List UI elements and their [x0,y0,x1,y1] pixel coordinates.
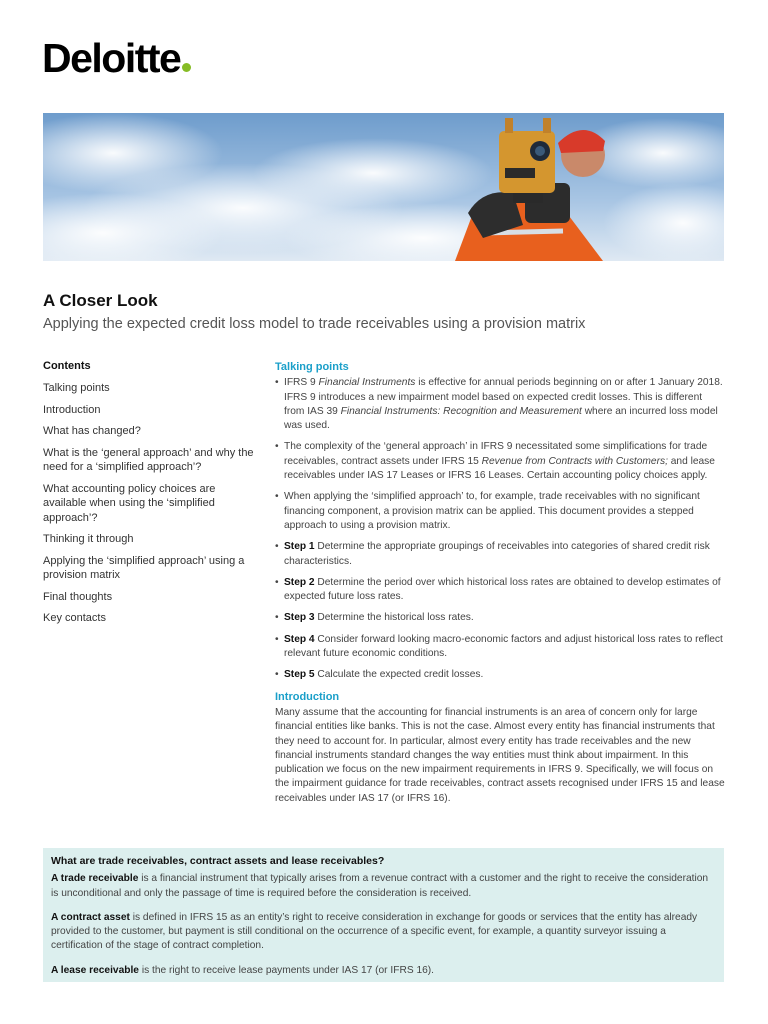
talking-points-heading: Talking points [275,361,349,373]
page-title: A Closer Look [43,291,158,310]
toc-item-talking-points[interactable]: Talking points [43,382,110,394]
definition-lease-receivable: A lease receivable is the right to receive lease payments under IAS 17 (or IFRS 16). [51,964,434,976]
toc-item-key-contacts[interactable]: Key contacts [43,612,106,624]
toc-item-what-has-changed[interactable]: What has changed? [43,425,141,437]
step-item: • Step 4 Consider forward looking macro-economic factors and adjust historical loss rates to reflect relevant future economic conditions. [275,633,725,662]
step-item: • Step 1 Determine the appropriate groupings of receivables into categories of shared credit risk characteristics. [275,540,725,569]
step-item: • Step 5 Calculate the expected credit losses. [275,668,725,682]
definitions-box [43,848,724,982]
introduction-heading: Introduction [275,690,340,703]
list-item: • When applying the ‘simplified approach’ to, for example, trade receivables with no significant financing component, a provision matrix can be applied. This document provides a stepped approach to using a provision matrix. [275,490,725,533]
main-content [275,360,725,806]
toc-item-final-thoughts[interactable]: Final thoughts [43,590,113,603]
definitions-heading: What are trade receivables, contract assets and lease receivables? [51,855,385,867]
introduction-body: Many assume that the accounting for financial instruments is an area of concern only for large financial entities like banks. This is not the case. Almost every entity has financial instruments that they need to account for. In particular, almost every entity has trade receivables and the new financial instruments standard changes the way entities must think about impairment. In this publication we focus on the new impairment requirements in IFRS 9. Specifically, we will focus on the impairment guidance for trade receivables, contract assets recognised under IFRS 15 and lease receivables under IAS 17 (or IFRS 16). [275,706,725,804]
toc-item-applying-simplified[interactable]: Applying the ‘simplified approach’ using a provision matrix [43,554,245,581]
toc-item-introduction[interactable]: Introduction [43,403,101,416]
list-item: • The complexity of the ‘general approach’ in IFRS 9 necessitated some simplifications for trade receivables, contract assets under IFRS 15 Revenue from Contracts with Customers; and lease receivables under IAS 17 Leases or IFRS 16 Leases. Certain accounting policy choices apply. [275,440,725,483]
deloitte-logo: Deloitte [42,38,191,79]
list-item: • IFRS 9 Financial Instruments is effective for annual periods beginning on or after 1 January 2018. IFRS 9 introduces a new impairment model based on expected credit losses. This is different from IAS 39 Financial Instruments: Recognition and Measurement where an incurred loss model was used. [275,376,725,433]
definition-contract-asset: A contract asset is defined in IFRS 15 as an entity’s right to receive consideration in exchange for goods or services that the entity has already provided to the customer, but payment is still conditional on the occurrence of a specific event, for example, a quantity surveyor issuing a certification of the stage of contract completion. [51,911,698,952]
toc-item-general-approach[interactable]: What is the ‘general approach’ and why the need for a ‘simplified approach’? [43,446,254,473]
hero-image [43,113,724,261]
toc-item-policy-choices[interactable]: What accounting policy choices are available when using the ‘simplified approach’? [43,482,216,524]
step-item: • Step 2 Determine the period over which historical loss rates are obtained to develop estimates of expected future loss rates. [275,576,725,605]
contents-heading: Contents [43,360,91,372]
talking-points-list [275,376,725,682]
definition-trade-receivable: A trade receivable is a financial instrument that typically arises from a revenue contract with a customer and the right to receive the consideration is unconditional and only the passage of time is required before the consideration is received. [51,873,709,899]
step-item: • Step 3 Determine the historical loss rates. [275,611,725,625]
toc-item-thinking-it-through[interactable]: Thinking it through [43,533,134,545]
page-subtitle: Applying the expected credit loss model to trade receivables using a provision matrix [43,316,586,332]
contents-list [43,360,258,633]
logo-green-dot [182,63,191,72]
surveyor-photo-icon [43,113,724,261]
